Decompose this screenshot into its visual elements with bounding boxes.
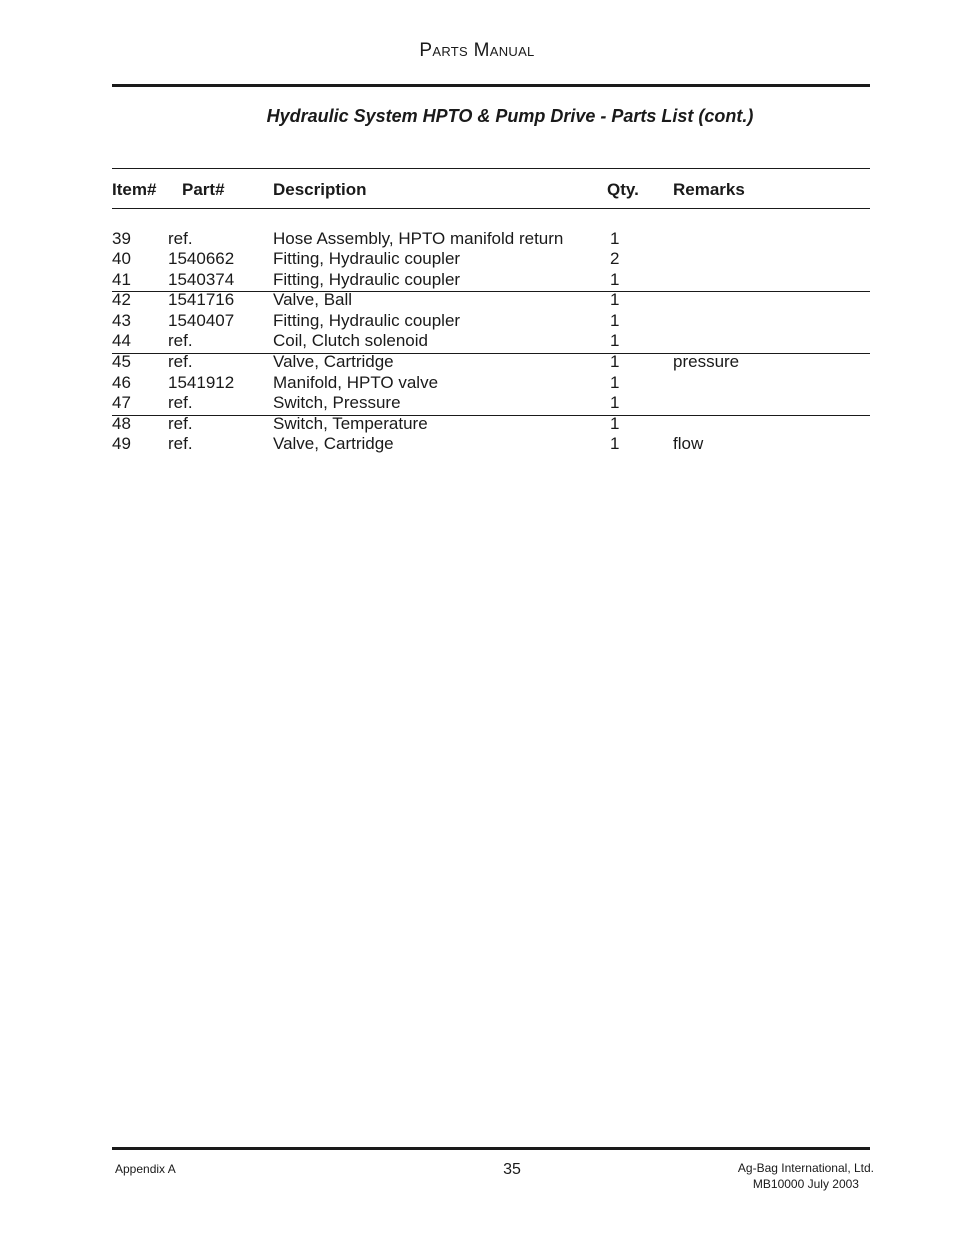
part-number: 1540374	[168, 270, 235, 289]
part-remarks: pressure	[673, 352, 740, 371]
item-number: 40	[112, 249, 131, 268]
column-header-remarks: Remarks	[673, 180, 745, 199]
footer-appendix-label: Appendix A	[115, 1162, 176, 1176]
part-quantity: 1	[610, 311, 620, 330]
table-header-rule	[112, 208, 870, 209]
item-number: 48	[112, 414, 131, 433]
part-description: Fitting, Hydraulic coupler	[273, 311, 461, 330]
part-description: Switch, Pressure	[273, 393, 401, 412]
footer-rule	[112, 1147, 870, 1150]
part-number: 1540407	[168, 311, 235, 330]
table-row	[0, 311, 954, 331]
item-number: 46	[112, 373, 131, 392]
table-row	[0, 270, 954, 290]
table-row	[0, 229, 954, 249]
page-number: 35	[503, 1161, 521, 1178]
table-row	[0, 352, 954, 372]
part-description: Fitting, Hydraulic coupler	[273, 270, 461, 289]
part-quantity: 2	[610, 249, 620, 268]
part-quantity: 1	[610, 414, 620, 433]
part-quantity: 1	[610, 393, 620, 412]
part-quantity: 1	[610, 270, 620, 289]
page-header-title: Parts Manual	[419, 40, 535, 61]
column-header-qty: Qty.	[607, 180, 639, 199]
item-number: 45	[112, 352, 131, 371]
table-row	[0, 434, 954, 454]
table-row	[0, 393, 954, 413]
part-number: ref.	[168, 229, 193, 248]
table-top-rule	[112, 168, 870, 169]
part-description: Coil, Clutch solenoid	[273, 331, 428, 350]
part-quantity: 1	[610, 352, 620, 371]
part-number: 1540662	[168, 249, 235, 268]
column-header-description: Description	[273, 180, 367, 199]
part-quantity: 1	[610, 373, 620, 392]
part-description: Manifold, HPTO valve	[273, 373, 439, 392]
part-description: Valve, Ball	[273, 290, 353, 309]
item-number: 39	[112, 229, 131, 248]
part-number: ref.	[168, 414, 193, 433]
part-description: Switch, Temperature	[273, 414, 428, 433]
part-description: Fitting, Hydraulic coupler	[273, 249, 461, 268]
table-row	[0, 373, 954, 393]
part-number: ref.	[168, 393, 193, 412]
part-number: 1541716	[168, 290, 235, 309]
item-number: 43	[112, 311, 131, 330]
table-row	[0, 414, 954, 434]
section-title: Hydraulic System HPTO & Pump Drive - Parts List (cont.)	[266, 106, 754, 126]
table-row	[0, 290, 954, 310]
item-number: 41	[112, 270, 131, 289]
column-header-item: Item#	[112, 180, 157, 199]
part-description: Valve, Cartridge	[273, 352, 394, 371]
table-row	[0, 331, 954, 351]
part-number: 1541912	[168, 373, 235, 392]
footer-company: Ag-Bag International, Ltd.	[737, 1161, 874, 1175]
part-remarks: flow	[673, 434, 704, 453]
part-number: ref.	[168, 434, 193, 453]
column-header-part: Part#	[182, 180, 225, 199]
part-description: Hose Assembly, HPTO manifold return	[273, 229, 564, 248]
part-quantity: 1	[610, 290, 620, 309]
table-row	[0, 249, 954, 269]
item-number: 49	[112, 434, 131, 453]
item-number: 42	[112, 290, 131, 309]
part-quantity: 1	[610, 331, 620, 350]
header-rule	[112, 84, 870, 87]
footer-doc-id: MB10000 July 2003	[752, 1177, 859, 1191]
footer-publisher	[738, 1160, 874, 1192]
part-number: ref.	[168, 352, 193, 371]
item-number: 47	[112, 393, 131, 412]
part-quantity: 1	[610, 229, 620, 248]
part-quantity: 1	[610, 434, 620, 453]
part-number: ref.	[168, 331, 193, 350]
part-description: Valve, Cartridge	[273, 434, 394, 453]
item-number: 44	[112, 331, 131, 350]
